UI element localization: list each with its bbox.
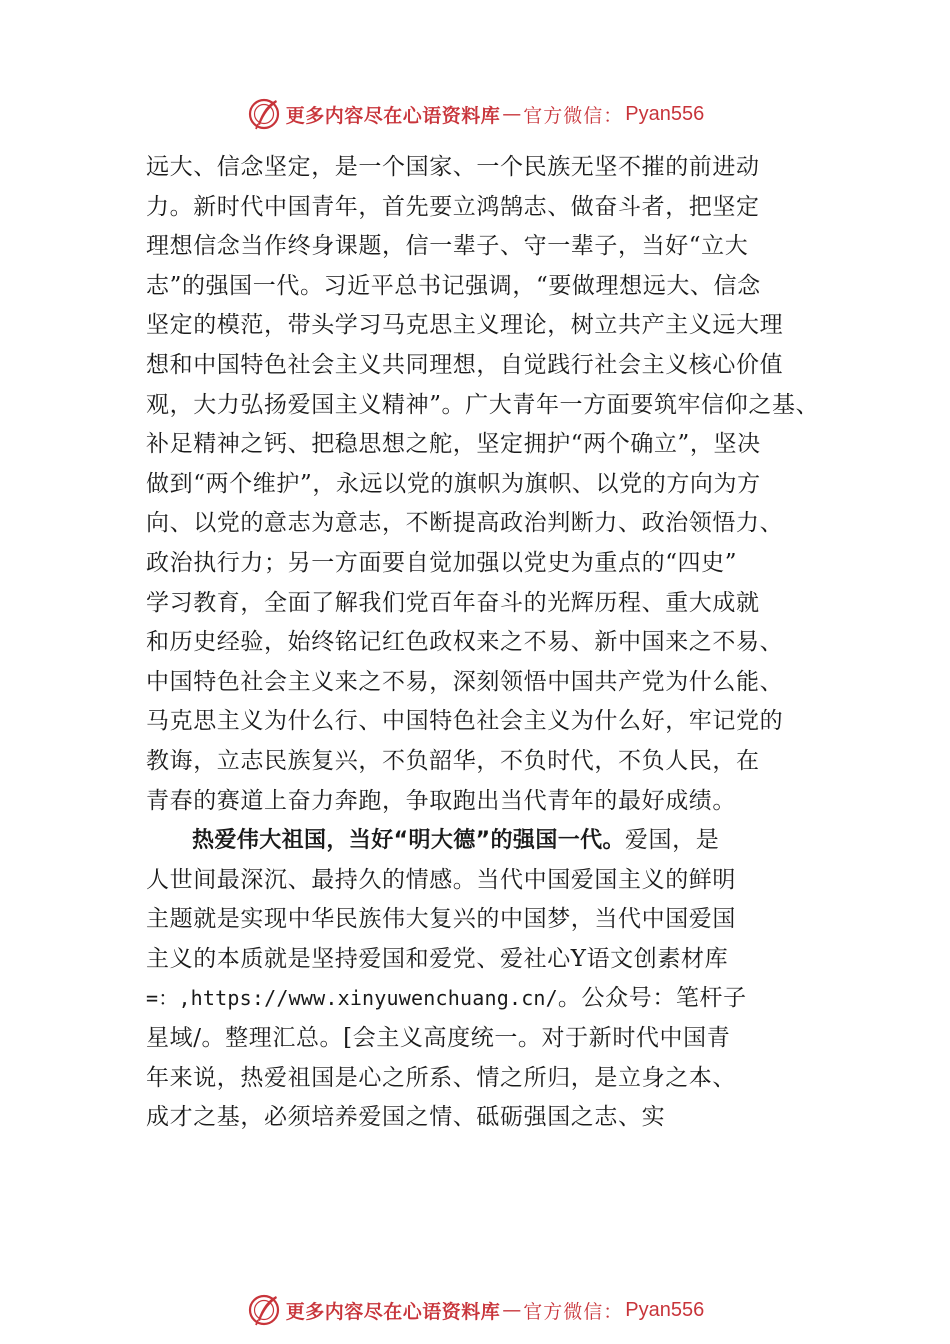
url-line: [146, 979, 836, 1019]
text-line: 马克思主义为什么行、中国特色社会主义为什么好，牢记党的: [146, 708, 784, 735]
text-line: 年来说，热爱祖国是心之所系、情之所归，是立身之本、: [146, 1064, 736, 1091]
header-wechat-label: 官方微信：: [523, 104, 624, 127]
url-line-rest: 。公众号：笔杆子: [557, 985, 747, 1012]
text-line: 坚定的模范，带头学习马克思主义理论，树立共产主义远大理: [146, 312, 784, 339]
text-line: 想和中国特色社会主义共同理想，自觉践行社会主义核心价值: [146, 351, 784, 378]
text-line: 政治执行力；另一方面要自觉加强以党史为重点的“四史”: [146, 549, 738, 576]
text-line: 教诲，立志民族复兴，不负韶华，不负时代，不负人民，在: [146, 747, 760, 774]
text-line: 中国特色社会主义来之不易，深刻领悟中国共产党为什么能、: [146, 668, 784, 695]
text-line: 星域/。整理汇总。[会主义高度统一。对于新时代中国青: [146, 1025, 731, 1052]
text-line: 补足精神之钙、把稳思想之舵，坚定拥护“两个确立”，坚决: [146, 431, 761, 458]
document-body: [146, 148, 836, 1138]
header-dash: —: [502, 103, 522, 125]
footer-wechat-id: Pyan556: [625, 1298, 705, 1321]
section-heading-line: [146, 821, 836, 861]
text-line: 青春的赛道上奋力奔跑，争取跑出当代青年的最好成绩。: [146, 787, 736, 814]
quill-seal-logo-icon: [246, 1292, 282, 1328]
text-line: 成才之基，必须培养爱国之情、砥砺强国之志、实: [146, 1104, 666, 1131]
text-line: 做到“两个维护”，永远以党的旗帜为旗帜、以党的方向为方: [146, 470, 761, 497]
text-line: 学习教育，全面了解我们党百年奋斗的光辉历程、重大成就: [146, 589, 760, 616]
text-line: 力。新时代中国青年，首先要立鸿鹄志、做奋斗者，把坚定: [146, 193, 760, 220]
header-banner: [0, 94, 950, 134]
heading-line-rest: 爱国，是: [624, 827, 720, 854]
footer-banner: [0, 1290, 950, 1330]
text-line: 远大、信念坚定，是一个国家、一个民族无坚不摧的前进动: [146, 154, 760, 180]
quill-seal-logo-icon: [246, 96, 282, 132]
header-site-name: 更多内容尽在心语资料库: [285, 104, 501, 127]
text-line: 观，大力弘扬爱国主义精神”。广大青年一方面要筑牢信仰之基、: [146, 391, 820, 418]
text-line: 理想信念当作终身课题，信一辈子、守一辈子，当好“立大: [146, 233, 749, 260]
text-line: 人世间最深沉、最持久的情感。当代中国爱国主义的鲜明: [146, 866, 736, 893]
text-line: 和历史经验，始终铭记红色政权来之不易、新中国来之不易、: [146, 629, 784, 656]
footer-site-name: 更多内容尽在心语资料库: [285, 1300, 501, 1323]
header-wechat-id: Pyan556: [625, 102, 705, 125]
text-line: 主题就是实现中华民族伟大复兴的中国梦，当代中国爱国: [146, 906, 736, 933]
section-heading: 热爱伟大祖国，当好“明大德”的强国一代。: [192, 828, 625, 854]
footer-dash: —: [502, 1299, 522, 1321]
watermark-url: =：,https://www.xinyuwenchuang.cn/: [146, 986, 558, 1011]
footer-wechat-label: 官方微信：: [523, 1300, 624, 1323]
text-line: 志”的强国一代。习近平总书记强调，“要做理想远大、信念: [146, 272, 761, 299]
text-line: 主义的本质就是坚持爱国和爱党、爱社心Y语文创素材库: [146, 945, 729, 972]
text-line: 向、以党的意志为意志，不断提高政治判断力、政治领悟力、: [146, 510, 784, 537]
